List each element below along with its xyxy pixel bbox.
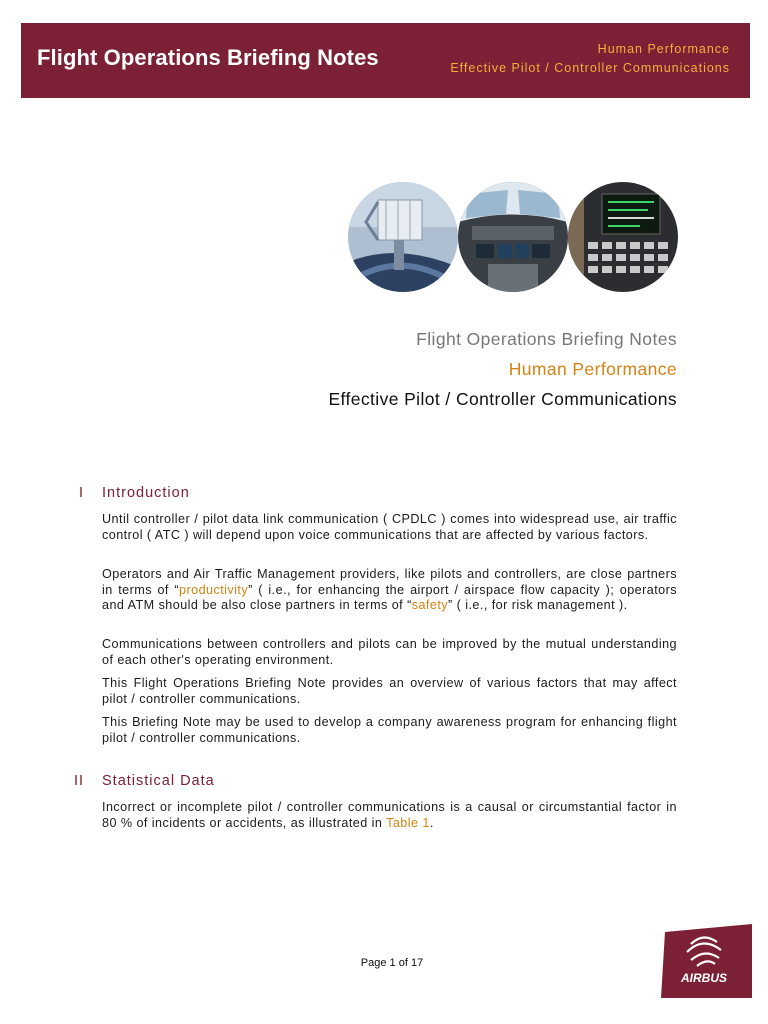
header-banner <box>21 23 750 98</box>
document-series: Flight Operations Briefing Notes <box>416 329 677 349</box>
header-subtopic: Effective Pilot / Controller Communications <box>450 61 730 75</box>
section-title: Introduction <box>102 485 190 501</box>
header-subtitles <box>450 40 730 78</box>
document-topic: Human Performance <box>508 359 677 379</box>
paragraph: This Flight Operations Briefing Note provides an overview of various factors that may affect pilot / controller communications. <box>102 676 677 706</box>
page-number: Page 1 of 17 <box>360 957 424 969</box>
paragraph: Communications between controllers and pilots can be improved by the mutual understanding of each other's operating environment. <box>102 637 677 667</box>
document-title: Effective Pilot / Controller Communications <box>328 389 677 409</box>
document-title-block <box>328 324 677 414</box>
airbus-logo <box>661 924 752 998</box>
svg-text:AIRBUS: AIRBUS <box>680 971 728 985</box>
highlight-safety: safety <box>411 598 449 613</box>
paragraph: This Briefing Note may be used to develop a company awareness program for enhancing flight pilot / controller communications. <box>102 715 677 745</box>
table-1-link[interactable]: Table 1 <box>386 815 430 830</box>
cover-photos <box>348 182 678 294</box>
header-title: Flight Operations Briefing Notes <box>37 45 379 70</box>
header-topic: Human Performance <box>597 42 730 56</box>
section-title: Statistical Data <box>102 773 215 789</box>
radar-photo <box>348 182 458 292</box>
cockpit-photo <box>458 182 568 292</box>
mcdu-photo <box>568 182 678 292</box>
section-number: I <box>78 485 84 501</box>
paragraph: Operators and Air Traffic Management providers, like pilots and controllers, are close partners in terms of “productivity” ( i.e., for enhancing the airport / airspace flow capacity ); operators and ATM should be also close partners in terms of “safety” ( i.e., for risk management ). <box>102 567 677 613</box>
paragraph: Incorrect or incomplete pilot / controller communications is a causal or circumstantial factor in 80 % of incidents or accidents, as illustrated in Table 1. <box>102 800 677 830</box>
section-number: II <box>73 773 84 789</box>
paragraph: Until controller / pilot data link communication ( CPDLC ) comes into widespread use, air traffic control ( ATC ) will depend upon voice communications that are affected by various factors. <box>102 512 677 542</box>
highlight-productivity: productivity <box>179 582 249 597</box>
